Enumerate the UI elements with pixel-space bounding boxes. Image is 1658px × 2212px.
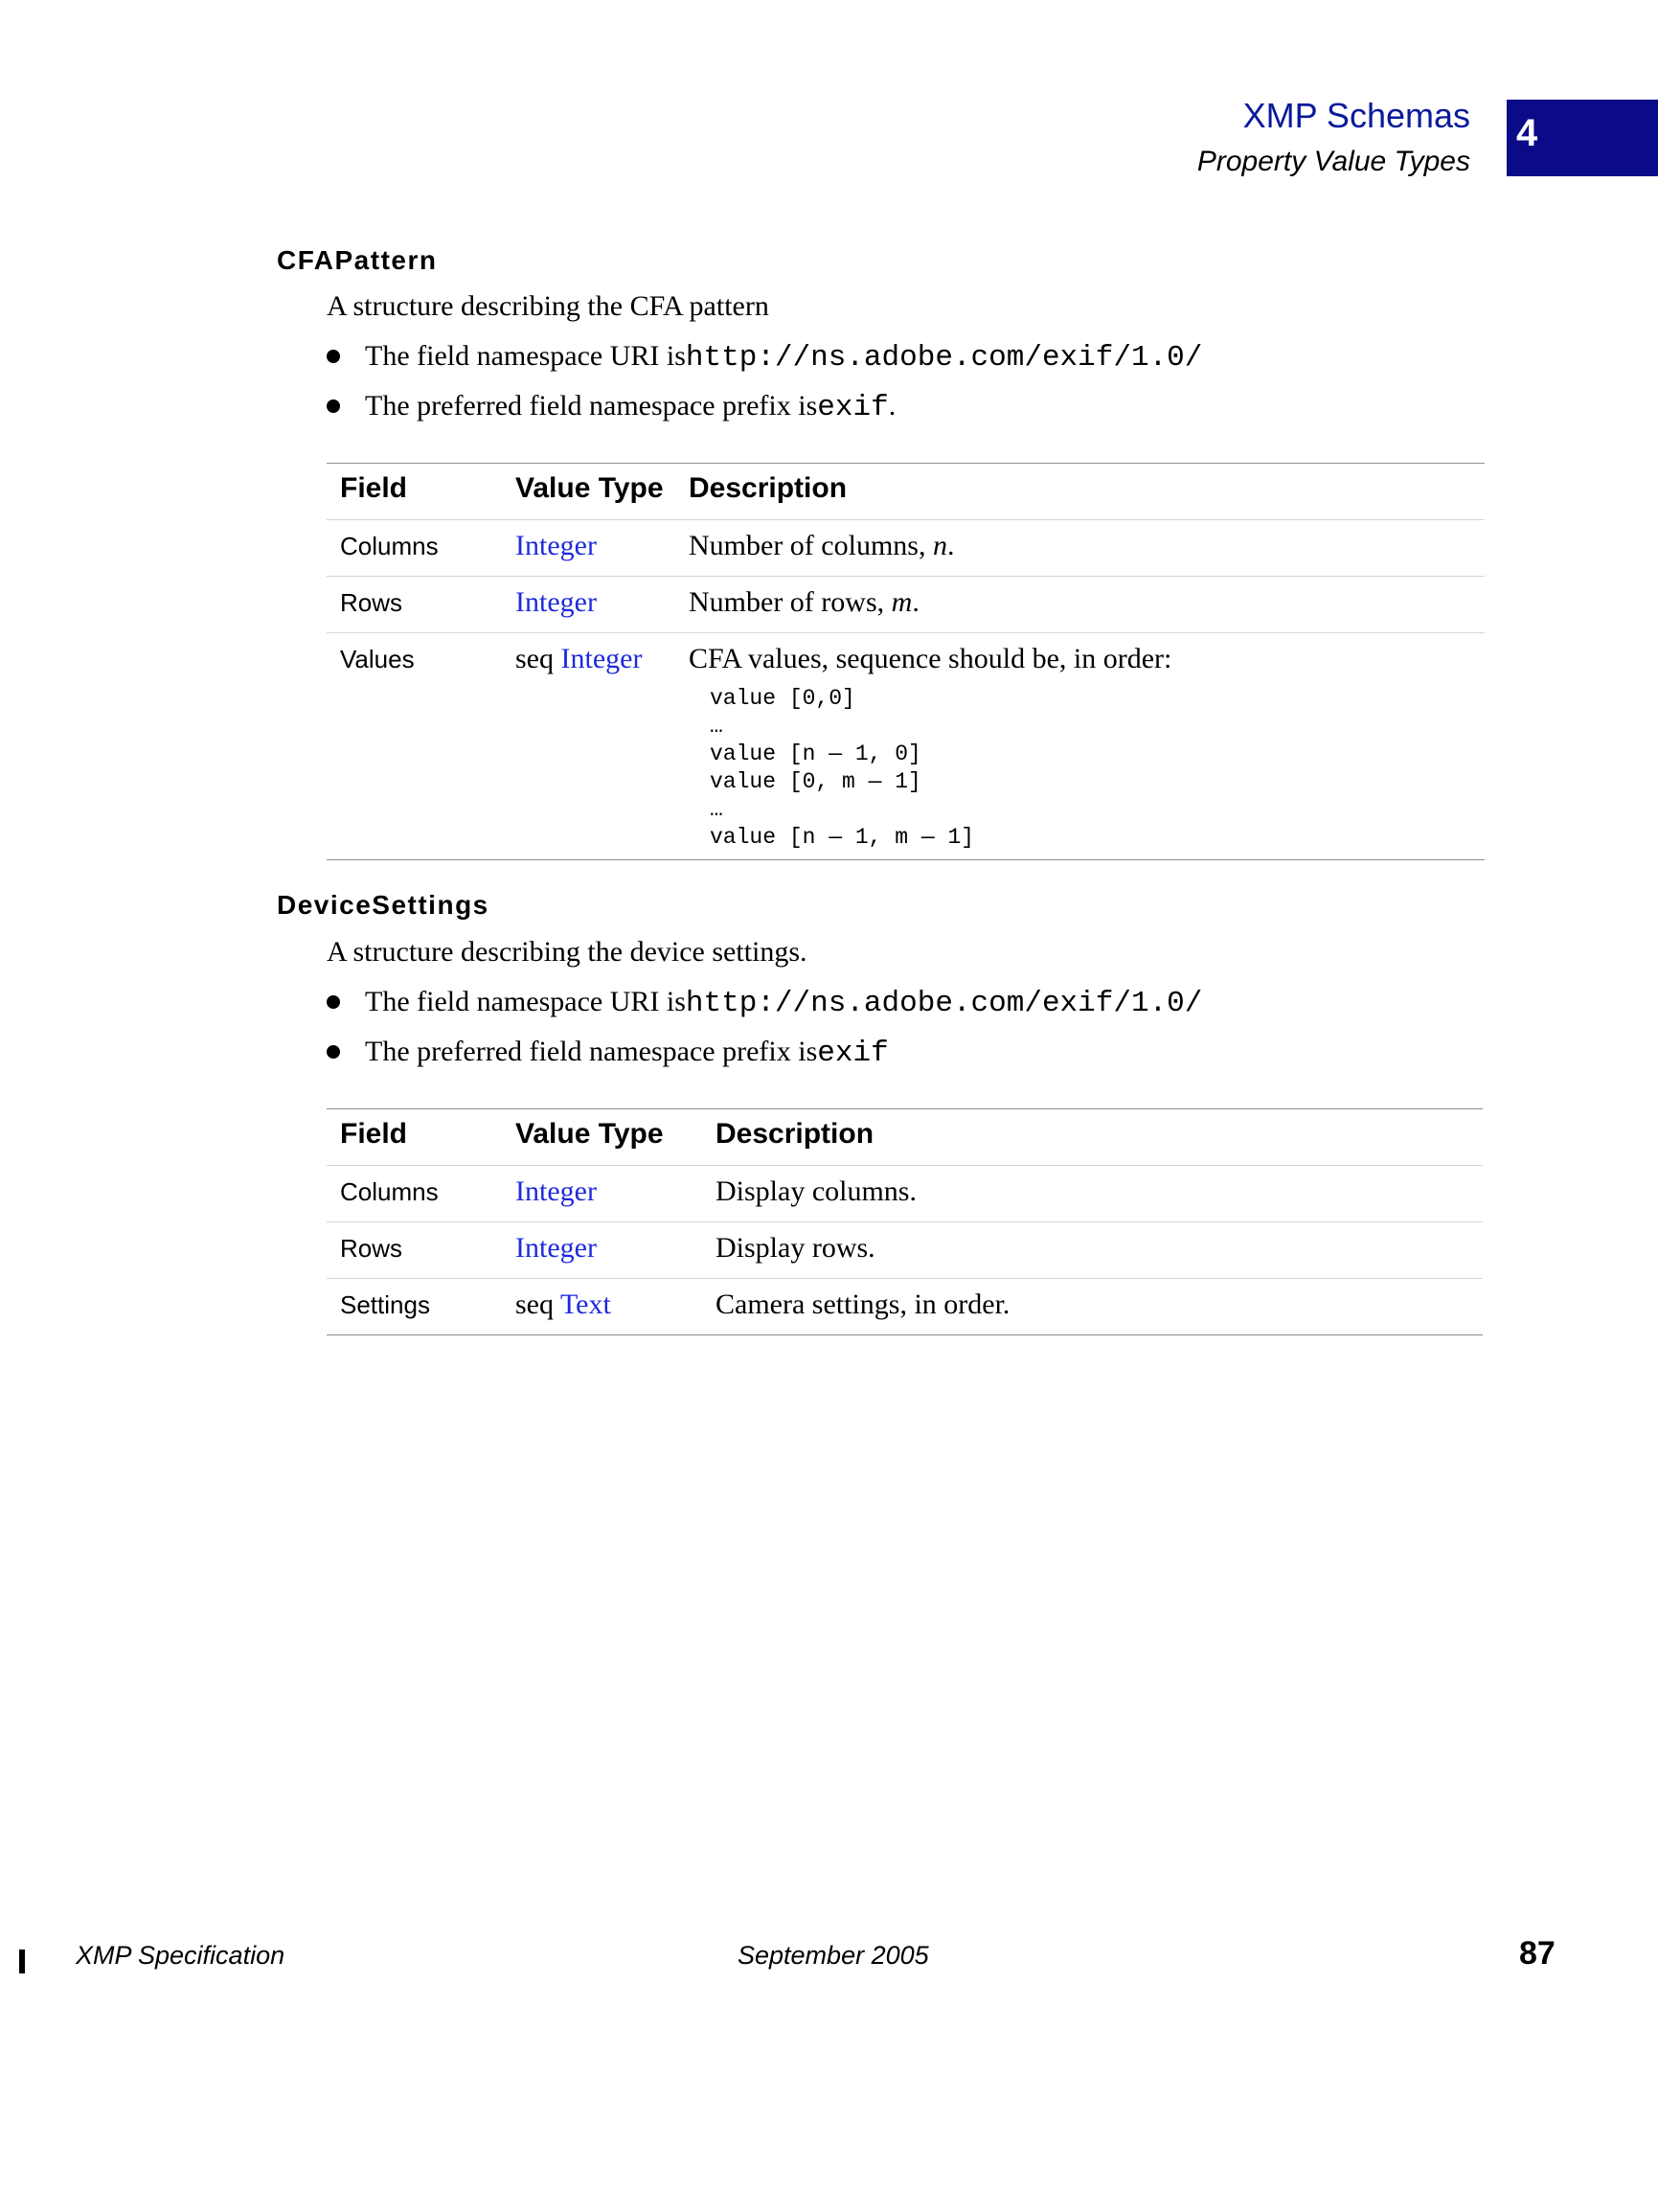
value-type-link[interactable]: Integer <box>515 530 597 561</box>
field-description: Display columns. <box>715 1175 917 1207</box>
bullet-item-namespace-prefix <box>327 390 896 424</box>
bullet-icon <box>327 1045 340 1059</box>
column-header-field: Field <box>340 472 408 504</box>
value-type <box>515 530 597 562</box>
table-row <box>327 1279 1483 1334</box>
table-row <box>327 633 1485 859</box>
devicesettings-fields-table <box>327 1108 1483 1335</box>
value-type-link[interactable]: Integer <box>515 1175 597 1207</box>
value-type-link[interactable]: Integer <box>515 1232 597 1264</box>
namespace-uri-code: http://ns.adobe.com/exif/1.0/ <box>685 341 1203 375</box>
column-header-value-type: Value Type <box>515 1118 664 1150</box>
bullet-item-namespace-prefix <box>327 1036 889 1070</box>
column-header-description: Description <box>715 1118 874 1150</box>
page-number: 87 <box>1519 1935 1556 1972</box>
field-description: Camera settings, in order. <box>715 1288 1011 1320</box>
bullet-icon <box>327 995 340 1009</box>
bullet-trailing: . <box>888 390 897 422</box>
table-row <box>327 1222 1483 1279</box>
bullet-text: The field namespace URI is <box>365 340 686 372</box>
running-header-subtitle: Property Value Types <box>1196 146 1470 177</box>
column-header-field: Field <box>340 1118 408 1150</box>
value-type-link[interactable]: Integer <box>560 643 643 674</box>
bullet-text: The preferred field namespace prefix is <box>365 390 818 422</box>
field-description: Number of rows, m. <box>689 586 920 618</box>
namespace-uri-code: http://ns.adobe.com/exif/1.0/ <box>685 987 1203 1020</box>
field-name: Rows <box>340 1234 403 1263</box>
cfapattern-fields-table <box>327 463 1485 860</box>
table-row <box>327 1166 1483 1222</box>
change-bar <box>19 1950 25 1973</box>
value-type: seq Text <box>515 1288 611 1320</box>
table-header-row <box>327 1109 1483 1166</box>
bullet-item-namespace-uri <box>327 340 1202 375</box>
field-description: Number of columns, n. <box>689 530 955 561</box>
namespace-prefix-code: exif <box>817 391 889 424</box>
table-header-row <box>327 464 1485 520</box>
section-title-devicesettings: DeviceSettings <box>277 890 489 920</box>
column-header-value-type: Value Type <box>515 472 664 504</box>
bullet-icon <box>327 399 340 413</box>
section-description: A structure describing the device settings. <box>327 936 807 968</box>
cfa-sequence-code: value [0,0] … value [n — 1, 0] value [0, m — 1] … value [n — 1, m — 1] <box>710 686 975 850</box>
chapter-number-tab: 4 <box>1507 100 1658 176</box>
field-name: Columns <box>340 1177 439 1206</box>
bullet-text: The preferred field namespace prefix is <box>365 1036 818 1067</box>
field-name: Rows <box>340 588 403 617</box>
field-name: Values <box>340 645 415 673</box>
value-type: seq Integer <box>515 643 643 674</box>
value-type <box>515 1175 597 1208</box>
running-header-title: XMP Schemas <box>1242 96 1470 135</box>
field-name: Columns <box>340 532 439 560</box>
bullet-text: The field namespace URI is <box>365 986 686 1017</box>
section-description: A structure describing the CFA pattern <box>327 290 769 322</box>
table-row <box>327 577 1485 633</box>
value-type <box>515 586 597 619</box>
field-description: CFA values, sequence should be, in order: value [0,0] … value [n — 1, 0] value [0, m — 1] … value [n — 1, m — 1] <box>689 643 1172 850</box>
value-type <box>515 1232 597 1265</box>
namespace-prefix-code: exif <box>817 1037 889 1070</box>
table-row <box>327 520 1485 577</box>
bullet-icon <box>327 350 340 363</box>
field-description: Display rows. <box>715 1232 875 1264</box>
value-type-link[interactable]: Integer <box>515 586 597 618</box>
field-name: Settings <box>340 1290 430 1319</box>
bullet-item-namespace-uri <box>327 986 1202 1020</box>
footer-document-title: XMP Specification <box>76 1941 285 1970</box>
value-type-link[interactable]: Text <box>559 1288 611 1320</box>
column-header-description: Description <box>689 472 848 504</box>
section-title-cfapattern: CFAPattern <box>277 245 438 275</box>
footer-date: September 2005 <box>738 1941 929 1970</box>
